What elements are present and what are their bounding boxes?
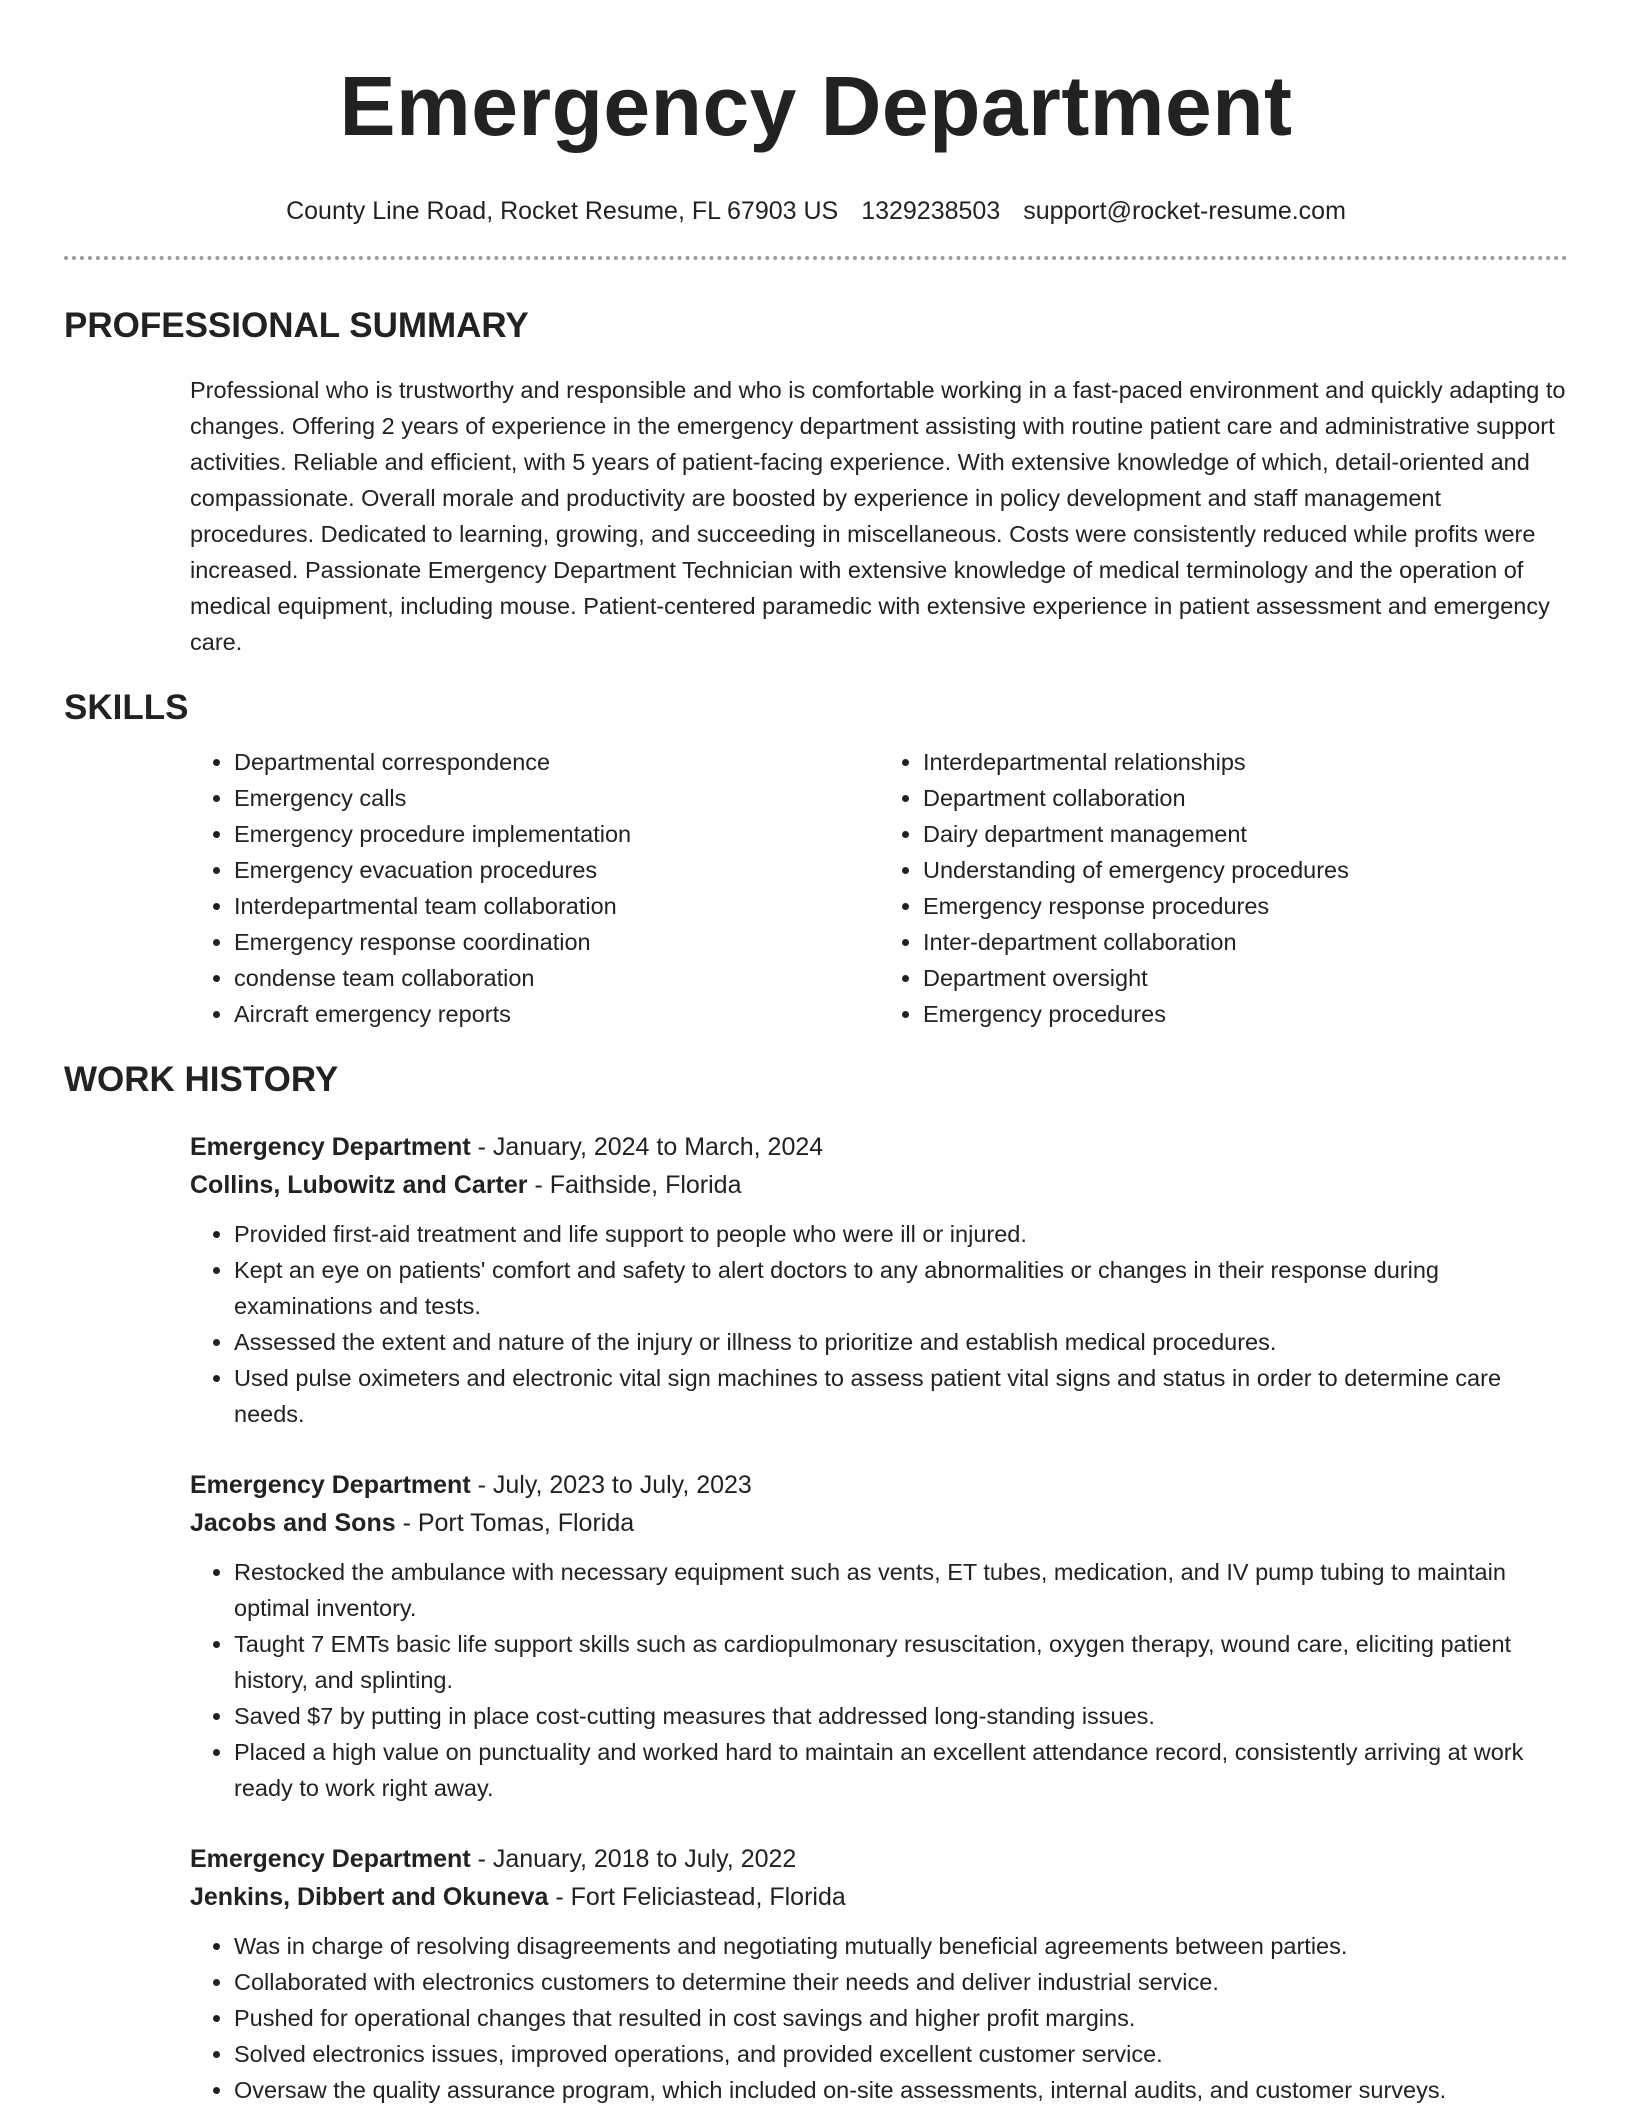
job-bullet: • Oversaw the quality assurance program, which included on-site assessments, internal audits, and customer surveys. xyxy=(234,2072,1568,2108)
job-entry xyxy=(190,1128,1568,1432)
job-company: Jenkins, Dibbert and Okuneva xyxy=(190,1883,549,1911)
job-company-line xyxy=(190,1504,1568,1542)
job-dates: - July, 2023 to July, 2023 xyxy=(470,1471,752,1499)
job-location: - Port Tomas, Florida xyxy=(395,1509,635,1537)
skill-item: • Emergency procedures xyxy=(923,996,1568,1032)
skill-item: • Department oversight xyxy=(923,960,1568,996)
skill-item: • Emergency calls xyxy=(234,780,879,816)
job-dates: - January, 2018 to July, 2022 xyxy=(470,1845,797,1873)
summary-paragraph: Professional who is trustworthy and responsible and who is comfortable working in a fast-paced environment and quickly adapting to changes. Offering 2 years of experience in the emergency department assisting with routine patient care and administrative support activities. Reliable and efficient, with 5 years of patient-facing experience. With extensive knowledge of which, detail-oriented and compassionate. Overall morale and productivity are boosted by experience in policy development and staff management procedures. Dedicated to learning, growing, and succeeding in miscellaneous. Costs were consistently reduced while profits were increased. Passionate Emergency Department Technician with extensive knowledge of medical terminology and the operation of medical equipment, including mouse. Patient-centered paramedic with extensive experience in patient assessment and emergency care. xyxy=(190,377,1566,655)
header-divider xyxy=(64,256,1568,260)
skill-item: • Understanding of emergency procedures xyxy=(923,852,1568,888)
job-bullet: • Provided first-aid treatment and life support to people who were ill or injured. xyxy=(234,1216,1568,1252)
skill-item: • Aircraft emergency reports xyxy=(234,996,879,1032)
contact-address: County Line Road, Rocket Resume, FL 67903 US xyxy=(286,197,839,225)
skill-item: • Emergency procedure implementation xyxy=(234,816,879,852)
skill-item: • Emergency response coordination xyxy=(234,924,879,960)
work-history-heading: WORK HISTORY xyxy=(64,1060,339,1099)
job-company: Jacobs and Sons xyxy=(190,1509,396,1537)
job-bullet: • Saved $7 by putting in place cost-cutting measures that addressed long-standing issues. xyxy=(234,1698,1568,1734)
job-bullet: • Pushed for operational changes that resulted in cost savings and higher profit margins. xyxy=(234,2000,1568,2036)
job-location: - Fort Feliciastead, Florida xyxy=(548,1883,846,1911)
job-company: Collins, Lubowitz and Carter xyxy=(190,1171,528,1199)
contact-line xyxy=(64,194,1568,228)
job-role: Emergency Department xyxy=(190,1133,471,1161)
contact-email[interactable]: support@rocket-resume.com xyxy=(1023,197,1346,225)
job-entry xyxy=(190,1840,1568,2108)
job-entry xyxy=(190,1466,1568,1806)
job-bullet: • Placed a high value on punctuality and worked hard to maintain an excellent attendance record, consistently arriving at work ready to work right away. xyxy=(234,1734,1568,1806)
job-role: Emergency Department xyxy=(190,1471,471,1499)
contact-phone: 1329238503 xyxy=(861,197,1001,225)
job-bullet: • Was in charge of resolving disagreements and negotiating mutually beneficial agreements between parties. xyxy=(234,1928,1568,1964)
job-bullet-list xyxy=(190,1928,1568,2108)
skill-item: • Department collaboration xyxy=(923,780,1568,816)
skills-list xyxy=(190,744,1568,1032)
skill-item: • Emergency evacuation procedures xyxy=(234,852,879,888)
skills-column-right xyxy=(879,744,1568,1032)
skill-item: • Interdepartmental relationships xyxy=(923,744,1568,780)
job-bullet-list xyxy=(190,1216,1568,1432)
candidate-name: Emergency Department xyxy=(339,59,1293,153)
job-role: Emergency Department xyxy=(190,1845,471,1873)
skill-item: • Inter-department collaboration xyxy=(923,924,1568,960)
skill-item: • condense team collaboration xyxy=(234,960,879,996)
job-company-line xyxy=(190,1878,1568,1916)
job-bullet: • Solved electronics issues, improved operations, and provided excellent customer service. xyxy=(234,2036,1568,2072)
skills-column-left xyxy=(190,744,879,1032)
job-location: - Faithside, Florida xyxy=(527,1171,742,1199)
job-bullet: • Assessed the extent and nature of the injury or illness to prioritize and establish medical procedures. xyxy=(234,1324,1568,1360)
skills-heading: SKILLS xyxy=(64,688,189,727)
skill-item: • Departmental correspondence xyxy=(234,744,879,780)
job-bullet-list xyxy=(190,1554,1568,1806)
job-title-line xyxy=(190,1466,1568,1504)
job-title-line xyxy=(190,1840,1568,1878)
skill-item: • Interdepartmental team collaboration xyxy=(234,888,879,924)
job-bullet: • Kept an eye on patients' comfort and safety to alert doctors to any abnormalities or changes in their response during examinations and tests. xyxy=(234,1252,1568,1324)
resume-page xyxy=(64,0,1568,2108)
job-company-line xyxy=(190,1166,1568,1204)
summary-heading: PROFESSIONAL SUMMARY xyxy=(64,306,529,345)
job-title-line xyxy=(190,1128,1568,1166)
job-bullet: • Used pulse oximeters and electronic vital sign machines to assess patient vital signs and status in order to determine care needs. xyxy=(234,1360,1568,1432)
skill-item: • Emergency response procedures xyxy=(923,888,1568,924)
job-bullet: • Restocked the ambulance with necessary equipment such as vents, ET tubes, medication, and IV pump tubing to maintain optimal inventory. xyxy=(234,1554,1568,1626)
job-dates: - January, 2024 to March, 2024 xyxy=(470,1133,824,1161)
job-bullet: • Collaborated with electronics customers to determine their needs and deliver industrial service. xyxy=(234,1964,1568,2000)
skill-item: • Dairy department management xyxy=(923,816,1568,852)
job-bullet: • Taught 7 EMTs basic life support skills such as cardiopulmonary resuscitation, oxygen therapy, wound care, eliciting patient history, and splinting. xyxy=(234,1626,1568,1698)
